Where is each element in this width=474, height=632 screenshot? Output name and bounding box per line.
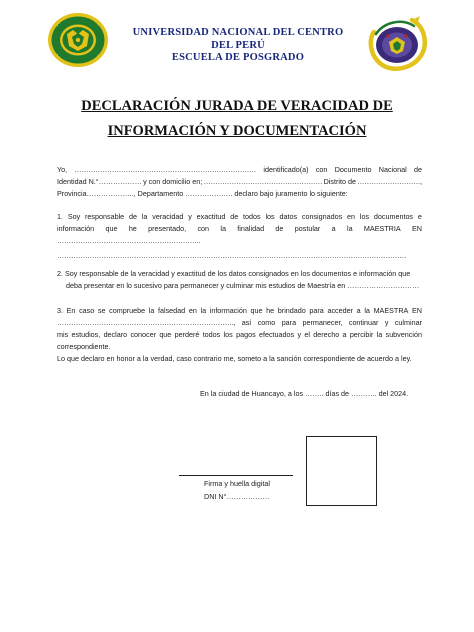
item3-line5: Lo que declaro en honor a la verdad, caso contrario me, someto a la sanción correspondiente de acuerdo a ley. (57, 354, 412, 363)
signature-line (179, 475, 293, 476)
intro-line1: Yo, …………………………………………………………………… identificado(a) con Documento Nacional de (57, 165, 422, 174)
item1-line1: 1. Soy responsable de la veracidad y exactitud de todos los datos consignados en los documentos e (57, 212, 422, 221)
item1-line4: …………………………………………………………………………………………………………………………………… (57, 251, 407, 260)
dni-label: DNI N°……………… (204, 492, 270, 501)
posgrado-seal-icon (366, 14, 428, 72)
item3-line3: mis estudios, declaro conocer que perderé todos los pagos efectuados y el derecho a percibir la subvención (57, 330, 422, 339)
university-name-line2: DEL PERÚ (211, 39, 265, 51)
title-line1: DECLARACIÓN JURADA DE VERACIDAD DE (81, 98, 393, 114)
school-name-wrapper (110, 52, 366, 62)
item3-line2: …………………………………………………………………., así como para permanecer, continuar y culminar (57, 318, 422, 327)
item3-paragraph (57, 305, 422, 365)
intro-paragraph (57, 164, 422, 200)
institution-header (110, 27, 366, 62)
item1-paragraph (57, 211, 422, 262)
title-line2: INFORMACIÓN Y DOCUMENTACIÓN (107, 123, 367, 139)
fingerprint-box (306, 436, 377, 506)
item3-line4: correspondiente. (57, 342, 111, 351)
item1-line2: información que he presentado, con la finalidad de postular a la MAESTRIA EN (57, 224, 422, 233)
university-name-line1: UNIVERSIDAD NACIONAL DEL CENTRO (132, 27, 344, 38)
university-crest-icon (47, 12, 109, 68)
signature-label: Firma y huella digital (204, 479, 270, 488)
intro-line2: Identidad N.°……………… y con domicilio en; …………………………………………… Distrito de ………………………, (57, 177, 422, 186)
document-title (40, 94, 434, 144)
place-date-line: En la ciudad de Huancayo, a los …….. días de ……….. del 2024. (200, 389, 409, 398)
intro-line3: Provincia……………….., Departamento ……………….. declaro bajo juramento lo siguiente: (57, 189, 348, 198)
item3-line1: 3. En caso se compruebe la falsedad en la información que he brindado para acceder a la MAESTRA EN (57, 306, 422, 315)
item2-paragraph (57, 268, 422, 292)
item2-line1: 2. Soy responsable de la veracidad y exactitud de los datos consignados en los documentos e información que (57, 269, 411, 278)
school-name: ESCUELA DE POSGRADO (171, 52, 305, 62)
item2-line2: deba presentar en lo sucesivo para permanecer y culminar mis estudios de Maestría en ………………………… (66, 281, 420, 290)
item1-line3: …………………………………………………….. (57, 236, 201, 245)
